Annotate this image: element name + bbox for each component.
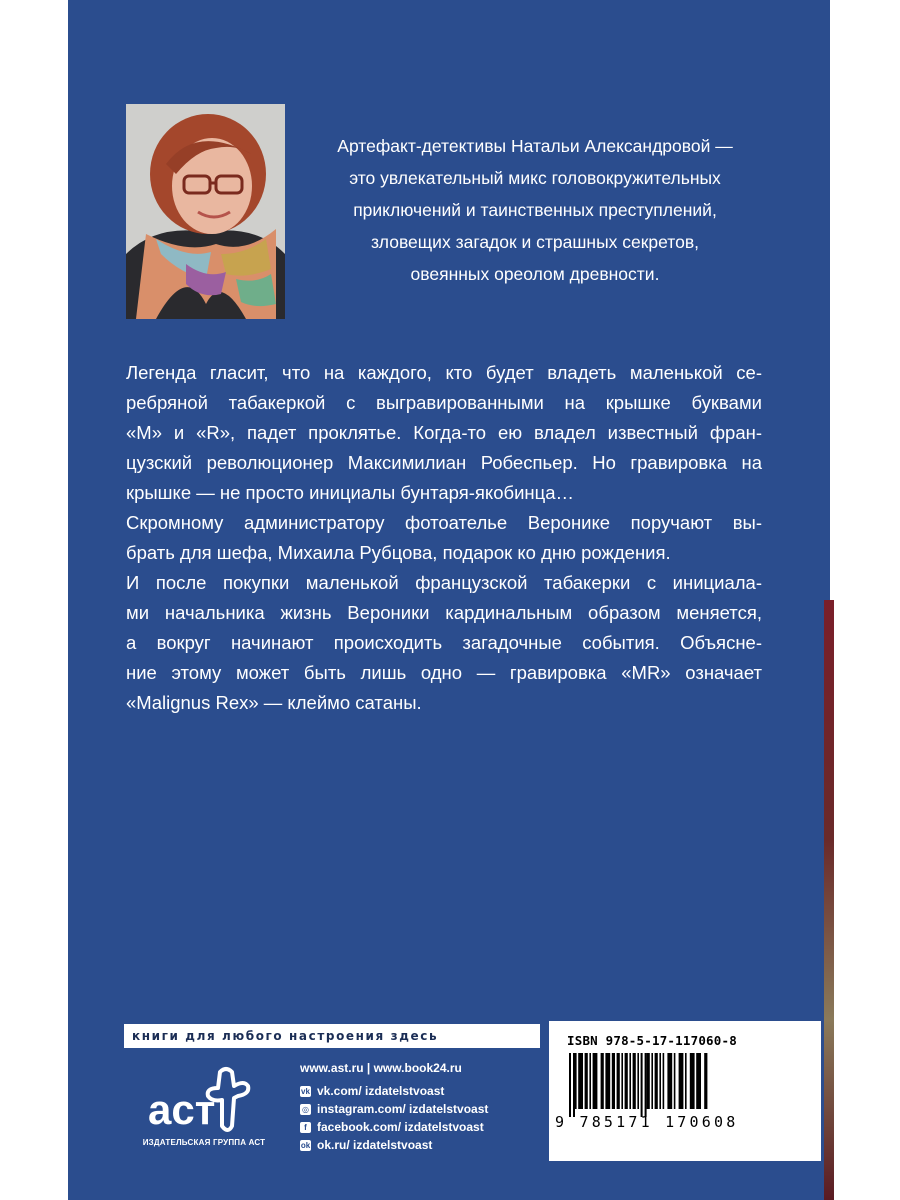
publisher-caption: ИЗДАТЕЛЬСКАЯ ГРУППА АСТ (142, 1138, 266, 1147)
social-link-text: ok.ru/ izdatelstvoast (317, 1138, 433, 1152)
blurb-line: Артефакт-детективы Натальи Александровой — (337, 136, 733, 156)
barcode-bar (573, 1053, 575, 1117)
ast-logo-icon (142, 1064, 266, 1138)
annotation-line: ми начальника жизнь Вероники кардинальным образом меняется, (126, 602, 762, 623)
barcode-bar (690, 1053, 695, 1109)
barcode-bar (647, 1053, 650, 1109)
barcode-bar (685, 1053, 687, 1109)
barcode-bar (569, 1053, 571, 1117)
barcode-bar (651, 1053, 653, 1109)
barcode-bar (621, 1053, 623, 1109)
social-link-vk[interactable] (300, 1082, 550, 1100)
annotation-line: И после покупки маленькой французской табакерки с инициала- (126, 572, 762, 593)
barcode-bar (633, 1053, 636, 1109)
annotation-line: цузский революционер Максимилиан Робеспьер. Но гравировка на (126, 452, 762, 473)
blurb-line: овеянных ореолом древности. (410, 264, 660, 284)
vk-icon: vk (301, 1086, 310, 1096)
spine-edge (824, 600, 834, 1200)
social-link-text: facebook.com/ izdatelstvoast (317, 1120, 484, 1134)
isbn-barcode-box (549, 1021, 821, 1161)
author-photo (126, 104, 285, 319)
barcode-bar (625, 1053, 628, 1109)
publisher-links (300, 1060, 550, 1154)
barcode-bar (585, 1053, 588, 1109)
annotation-line: ние этому может быть лишь одно — гравировка «MR» означает (126, 662, 762, 683)
book-annotation (126, 358, 762, 718)
annotation-line: брать для шефа, Михаила Рубцова, подарок ко дню рождения. (126, 542, 671, 563)
barcode-bar (612, 1053, 615, 1109)
author-blurb (300, 130, 770, 290)
annotation-line: ребряной табакеркой с выгравированными на крышке буквами (126, 392, 762, 413)
social-link-ok[interactable] (300, 1136, 550, 1154)
logo-lettering: аст (148, 1086, 216, 1133)
barcode-bar (629, 1053, 631, 1109)
blurb-line: это увлекательный микс головокружительных (349, 168, 721, 188)
barcode-bar (641, 1053, 643, 1117)
barcode-bar (674, 1053, 676, 1109)
barcode-bar (659, 1053, 661, 1109)
barcode-bar (605, 1053, 610, 1109)
author-portrait-illustration (126, 104, 285, 319)
barcode-bar (655, 1053, 658, 1109)
barcode-bar (578, 1053, 583, 1109)
social-link-text: vk.com/ izdatelstvoast (317, 1084, 445, 1098)
facebook-icon: f (300, 1122, 311, 1133)
barcode-bar (704, 1053, 707, 1109)
barcode-icon (563, 1053, 807, 1117)
blurb-line: зловещих загадок и страшных секретов, (370, 232, 700, 252)
ok-icon: ok (300, 1140, 311, 1150)
annotation-line: а вокруг начинают происходить загадочные события. Объясне- (126, 632, 762, 653)
back-cover (68, 0, 830, 1200)
barcode-bar (589, 1053, 591, 1109)
barcode-bar (645, 1053, 647, 1117)
barcode-bar (667, 1053, 672, 1109)
publisher-logo (142, 1064, 266, 1184)
website-links[interactable]: www.ast.ru | www.book24.ru (300, 1061, 462, 1075)
ean-digits: 9 785171 170608 (555, 1113, 739, 1131)
annotation-line: «Malignus Rex» — клеймо сатаны. (126, 692, 422, 713)
barcode-bar (601, 1053, 604, 1109)
blurb-line: приключений и таинственных преступлений, (353, 200, 717, 220)
barcode-bar (575, 1053, 577, 1109)
barcode-bar (593, 1053, 598, 1109)
annotation-line: Легенда гласит, что на каждого, кто будет владеть маленькой се- (126, 362, 762, 383)
barcode-bar (679, 1053, 684, 1109)
social-link-text: instagram.com/ izdatelstvoast (317, 1102, 489, 1116)
social-link-facebook[interactable] (300, 1118, 550, 1136)
barcode-bar (696, 1053, 701, 1109)
annotation-line: Скромному администратору фотоателье Веронике поручают вы- (126, 512, 762, 533)
barcode-bar (617, 1053, 620, 1109)
barcode-bar (637, 1053, 639, 1109)
annotation-line: «M» и «R», падет проклятье. Когда-то ею владел известный фран- (126, 422, 762, 443)
social-link-instagram[interactable] (300, 1100, 550, 1118)
barcode-bar (663, 1053, 665, 1109)
instagram-icon: ◎ (300, 1104, 311, 1115)
isbn-label: ISBN 978-5-17-117060-8 (567, 1033, 737, 1048)
annotation-line: крышке — не просто инициалы бунтаря-якобинца… (126, 482, 575, 503)
tagline-bar: книги для любого настроения здесь (124, 1024, 540, 1048)
